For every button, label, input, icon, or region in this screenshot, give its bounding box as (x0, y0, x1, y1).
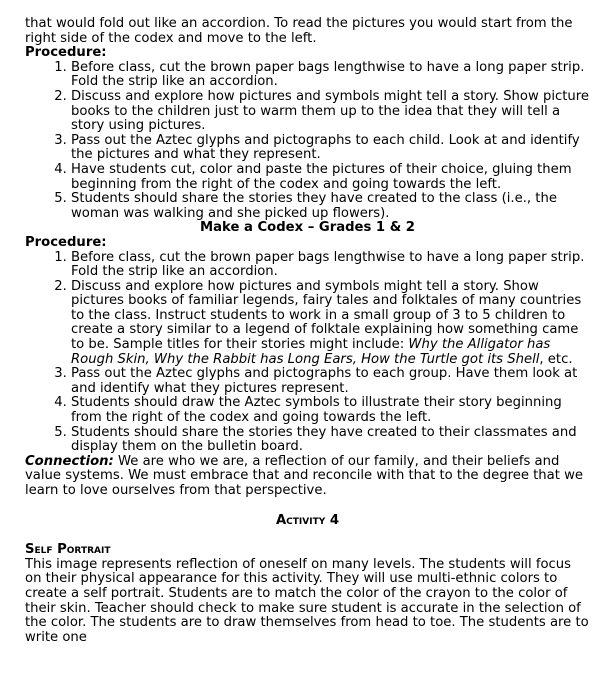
procedure-1-item-2: 2. Discuss and explore how pictures and symbols might tell a story. Show picture books to the children just to warm them up to the idea that they will tell a story using pictures. (71, 90, 590, 134)
self-portrait-text: This image represents reflection of oneself on many levels. The students will focus on their physical appearance for this activity. They will use multi-ethnic colors to create a self portrait. Students are to match the color of the crayon to the color of their skin. Teacher should check to make sure student is accurate in the selection of the color. The students are to draw themselves from head to toe. The students are to write one (25, 556, 589, 645)
connection-paragraph (25, 455, 590, 499)
document-page (25, 17, 590, 645)
procedure-2-item-1: 1. Before class, cut the brown paper bags lengthwise to have a long paper strip. Fold the strip like an accordion. (71, 251, 590, 280)
procedure-1-item-5: 5. Students should share the stories they have created to the class (i.e., the woman was walking and she picked up flowers). (71, 192, 590, 221)
procedure-2-item-2 (71, 280, 590, 368)
self-portrait-title: Self Portrait (25, 542, 111, 558)
procedure-2-item-3: 3. Pass out the Aztec glyphs and pictographs to each group. Have them look at and identify what they pictures represent. (71, 367, 590, 396)
connection-label: Connection: (25, 453, 114, 469)
procedure-1-item-3: 3. Pass out the Aztec glyphs and pictographs to each child. Look at and identify the pictures and what they represent. (71, 134, 590, 163)
story-titles: Why the Alligator has Rough Skin, Why the Rabbit has Long Ears, How the Turtle got its Shell (71, 337, 551, 367)
activity-title: Activity 4 (275, 512, 340, 528)
connection-text: We are who we are, a reflection of our family, and their beliefs and value systems. We must embrace that and reconcile with that to the degree that we learn to love ourselves from that perspective. (25, 453, 584, 498)
procedure-1-item-4: 4. Have students cut, color and paste the pictures of their choice, gluing them beginning from the right of the codex and going towards the left. (71, 163, 590, 192)
procedure-1-item-1: 1. Before class, cut the brown paper bags lengthwise to have a long paper strip. Fold the strip like an accordion. (71, 61, 590, 90)
intro-paragraph: that would fold out like an accordion. To read the pictures you would start from the right side of the codex and move to the left. (25, 16, 573, 46)
procedure-2-item-2-end: , etc. (539, 351, 573, 367)
procedure-2-item-4: 4. Students should draw the Aztec symbols to illustrate their story beginning from the right of the codex and going towards the left. (71, 396, 590, 425)
procedure-2-item-2-text: Discuss and explore how pictures and symbols might tell a story. Show pictures books of familiar legends, fairy tales and folktales of many countries to the class. Instruct students to work in a small group of 3 to 5 children to create a story similar to a legend of folktale explaining how something came to be. Sample titles for their stories might include: (71, 278, 582, 353)
procedure-2-item-5: 5. Students should share the stories they have created to their classmates and display them on the bulletin board. (71, 426, 590, 455)
procedure-heading-1: Procedure: (25, 45, 107, 61)
grades-subtitle: Make a Codex – Grades 1 & 2 (200, 220, 415, 236)
procedure-list-1 (25, 61, 590, 222)
procedure-list-2 (25, 251, 590, 455)
procedure-heading-2: Procedure: (25, 234, 107, 250)
